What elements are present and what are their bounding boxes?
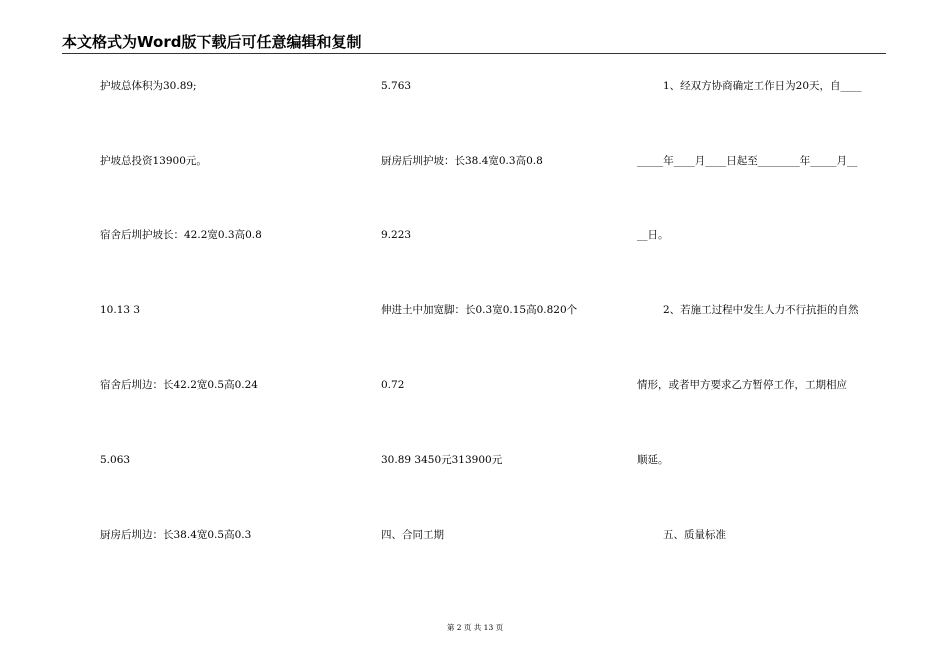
text-line: _____年____月____日起至________年_____月__ [637,155,858,167]
text-line: 10.13 3 [100,304,141,316]
text-line: 宿舍后圳边：长42.2宽0.5高0.24 [100,379,258,391]
section-heading: 五、质量标准 [663,529,726,541]
text-line: 情形，或者甲方要求乙方暂停工作，工期相应 [637,379,847,391]
text-line: 护坡总体积为30.89; [100,80,197,92]
text-line: 护坡总投资13900元。 [100,155,207,167]
section-heading: 四、合同工期 [381,529,444,541]
header-divider [62,53,886,54]
text-line: 厨房后圳护坡：长38.4宽0.3高0.8 [381,155,543,167]
document-header-title: 本文格式为Word版下载后可任意编辑和复制 [62,33,362,51]
text-line: 厨房后圳边：长38.4宽0.5高0.3 [100,529,252,541]
text-line: 宿舍后圳护坡长：42.2宽0.3高0.8 [100,229,262,241]
text-line: 伸进土中加宽脚：长0.3宽0.15高0.820个 [381,304,578,316]
text-line: 顺延。 [637,454,669,466]
text-line: 5.763 [381,80,412,92]
text-line: 30.89 3450元313900元 [381,454,503,466]
text-line: __日。 [637,229,669,241]
text-line: 0.72 [381,379,405,391]
page-number: 第 2 页 共 13 页 [446,623,504,632]
text-line: 1、经双方协商确定工作日为20天，自____ [663,80,862,92]
text-line: 9.223 [381,229,412,241]
text-line: 5.063 [100,454,131,466]
text-line: 2、若施工过程中发生人力不行抗拒的自然 [663,304,859,316]
